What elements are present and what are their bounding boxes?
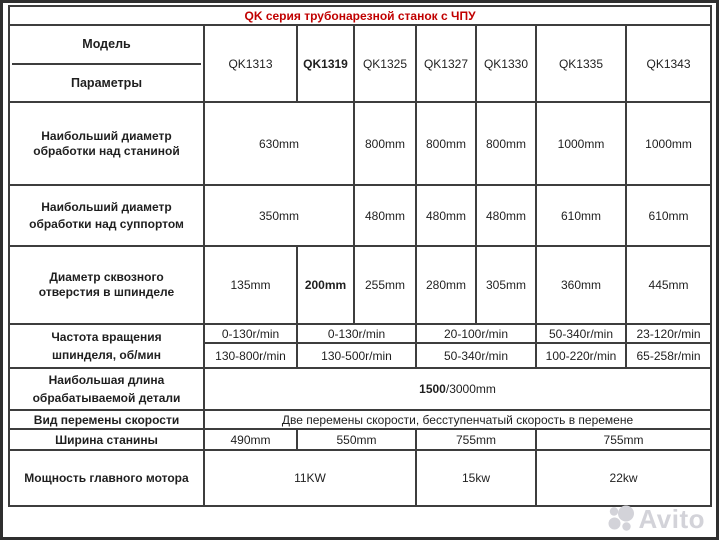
model-header-qk1335: QK1335 xyxy=(536,25,626,102)
value-cell: 305mm xyxy=(476,246,536,324)
max-length-rest-part: /3000mm xyxy=(445,382,496,396)
value-cell: 610mm xyxy=(626,185,711,246)
value-cell: 65-258r/min xyxy=(626,343,711,368)
row-label-speed-change: Вид перемены скорости xyxy=(9,410,204,429)
row-label-bed-width: Ширина станины xyxy=(9,429,204,450)
value-cell: 23-120r/min xyxy=(626,324,711,343)
value-cell: 360mm xyxy=(536,246,626,324)
row-spindle-speed-low xyxy=(9,324,711,343)
value-cell: 755mm xyxy=(416,429,536,450)
row-spindle-bore xyxy=(9,246,711,324)
value-cell: 100-220r/min xyxy=(536,343,626,368)
value-cell: 480mm xyxy=(476,185,536,246)
row-label-max-length: Наибольшая длина обрабатываемой детали xyxy=(9,368,204,410)
value-cell: 550mm xyxy=(297,429,416,450)
row-bed-width xyxy=(9,429,711,450)
value-cell: 50-340r/min xyxy=(416,343,536,368)
value-cell: 490mm xyxy=(204,429,297,450)
row-diameter-over-carriage xyxy=(9,185,711,246)
params-label: Параметры xyxy=(71,75,142,90)
value-cell: 480mm xyxy=(416,185,476,246)
model-header-qk1319: QK1319 xyxy=(297,25,354,102)
value-cell: 630mm xyxy=(204,102,354,185)
model-header-qk1325: QK1325 xyxy=(354,25,416,102)
value-cell: 0-130r/min xyxy=(297,324,416,343)
row-label-motor-power: Мощность главного мотора xyxy=(9,450,204,506)
value-cell: 50-340r/min xyxy=(536,324,626,343)
value-cell: 1000mm xyxy=(536,102,626,185)
value-cell: 445mm xyxy=(626,246,711,324)
row-label-spindle-speed: Частота вращения шпинделя, об/мин xyxy=(9,324,204,368)
row-diameter-over-bed xyxy=(9,102,711,185)
value-cell: 1000mm xyxy=(626,102,711,185)
value-cell: 800mm xyxy=(416,102,476,185)
value-cell: 22kw xyxy=(536,450,711,506)
row-max-length xyxy=(9,368,711,410)
model-label: Модель xyxy=(12,26,201,65)
page-title: QK серия трубонарезной станок с ЧПУ xyxy=(9,6,711,25)
value-cell: 11KW xyxy=(204,450,416,506)
value-cell: 610mm xyxy=(536,185,626,246)
value-cell: 130-500r/min xyxy=(297,343,416,368)
spec-table xyxy=(8,5,712,507)
model-header-qk1330: QK1330 xyxy=(476,25,536,102)
value-cell: 200mm xyxy=(297,246,354,324)
value-cell: 15kw xyxy=(416,450,536,506)
value-cell: 130-800r/min xyxy=(204,343,297,368)
value-cell: 800mm xyxy=(354,102,416,185)
model-header-qk1313: QK1313 xyxy=(204,25,297,102)
avito-watermark xyxy=(607,505,705,533)
header-row xyxy=(9,25,711,102)
model-header-qk1327: QK1327 xyxy=(416,25,476,102)
value-cell: 255mm xyxy=(354,246,416,324)
value-cell-speed-change: Две перемены скорости, бесступенчатый скорость в перемене xyxy=(204,410,711,429)
value-cell: 0-130r/min xyxy=(204,324,297,343)
row-motor-power xyxy=(9,450,711,506)
value-cell-max-length xyxy=(204,368,711,410)
value-cell: 20-100r/min xyxy=(416,324,536,343)
row-label-diameter-over-carriage: Наибольший диаметр обработки над суппортом xyxy=(9,185,204,246)
max-length-bold-part: 1500 xyxy=(419,382,446,396)
row-label-spindle-bore: Диаметр сквозного отверстия в шпинделе xyxy=(9,246,204,324)
value-cell: 350mm xyxy=(204,185,354,246)
value-cell: 800mm xyxy=(476,102,536,185)
model-params-header xyxy=(9,25,204,102)
title-row xyxy=(9,6,711,25)
value-cell: 480mm xyxy=(354,185,416,246)
row-speed-change xyxy=(9,410,711,429)
model-header-qk1343: QK1343 xyxy=(626,25,711,102)
value-cell: 135mm xyxy=(204,246,297,324)
avito-logo-icon xyxy=(607,505,635,533)
row-label-diameter-over-bed: Наибольший диаметр обработки над станиной xyxy=(9,102,204,185)
watermark-text: Avito xyxy=(638,504,705,534)
value-cell: 755mm xyxy=(536,429,711,450)
value-cell: 280mm xyxy=(416,246,476,324)
